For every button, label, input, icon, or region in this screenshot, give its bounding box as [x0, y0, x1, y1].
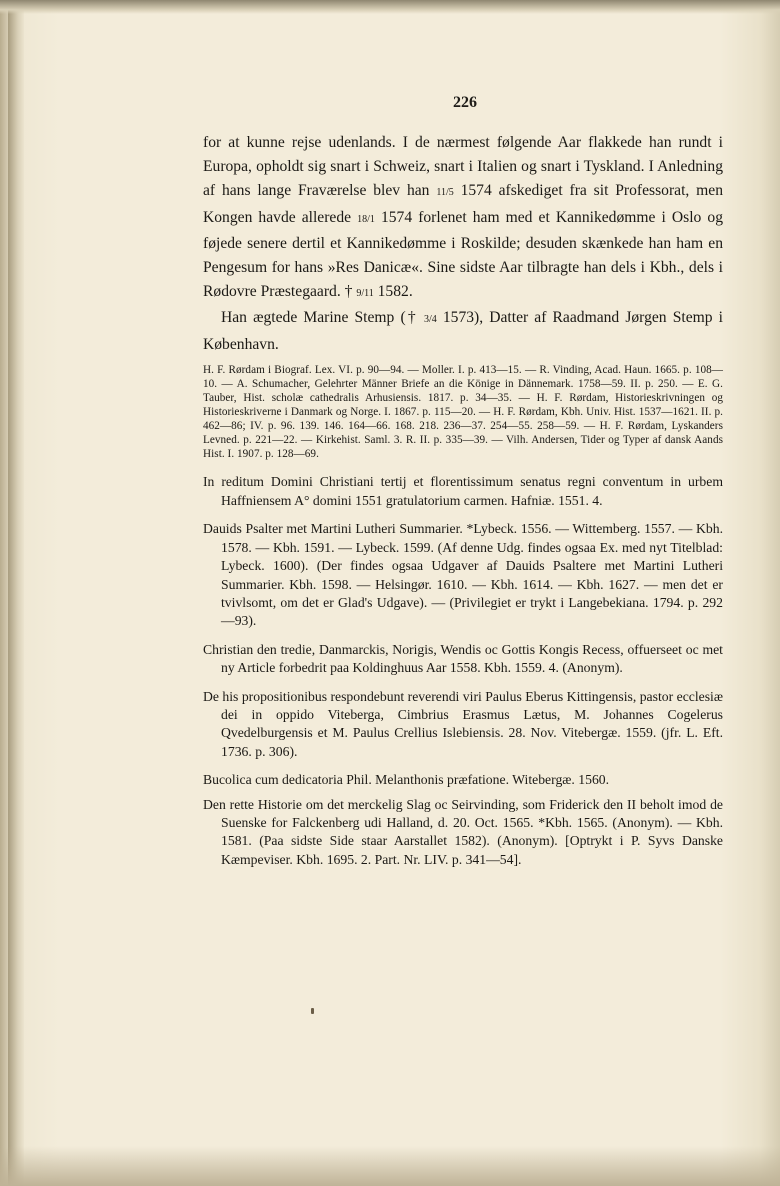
page-top-edge	[0, 0, 780, 14]
text-segment: for at kunne rejse udenlands. I de nærmest følgende Aar flakkede han rundt i Europa, opholdt sig snart i Schweiz, snart i Italien og snart i Tyskland. I Anledning af hans lange Fraværelse blev han	[203, 134, 723, 200]
text-segment: Han ægtede Marine Stemp (†	[221, 309, 424, 327]
page-number: 226	[453, 94, 477, 111]
biography-text	[203, 131, 723, 357]
page-content	[203, 131, 723, 879]
text-segment: 1573), Datter af Raadmand Jørgen Stemp i København.	[203, 309, 723, 353]
work-entry: De his propositionibus respondebunt reverendi viri Paulus Eberus Kittingensis, pastor ecclesiæ dei in oppido Viteberga, Cimbrius Erasmus Lætus, M. Johannes Cogelerus Qvedelburgensis et M. Paulus Crellius Islebiensis. 28. Nov. Vitebergæ. 1559. (jfr. L. Eft. 1736. p. 306).	[203, 688, 723, 759]
marriage-paragraph	[203, 306, 723, 356]
page-bottom-edge	[0, 1146, 780, 1186]
text-segment: 1574 forlenet ham med et Kannikedømme i Oslo og føjede senere dertil et Kannikedømme i Roskilde; desuden skænkede han ham en Pengesum for hans »Res Danicæ«. Sine sidste Aar tilbragte han dels i Kbh., dels i Rødovre Præstegaard. †	[203, 208, 723, 301]
work-entry: Den rette Historie om det merckelig Slag oc Seirvinding, som Friderick den II beholt imod de Suenske for Falckenberg udi Halland, d. 20. Oct. 1565. *Kbh. 1565. (Anonym). — Kbh. 1581. (Paa sidste Side staar Aarstallet 1582). (Anonym). [Optrykt i P. Syvs Danske Kæmpeviser. Kbh. 1695. 2. Part. Nr. LIV. p. 341—54].	[203, 796, 723, 867]
ink-speck	[311, 1008, 314, 1014]
date-fraction: 11/5	[436, 187, 454, 199]
work-entry: Bucolica cum dedicatoria Phil. Melanthonis præfatione. Witebergæ. 1560.	[203, 772, 610, 788]
references-block: H. F. Rørdam i Biograf. Lex. VI. p. 90—94. — Moller. I. p. 413—15. — R. Vinding, Acad. Haun. 1665. p. 108—10. — A. Schumacher, Gelehrter Männer Briefe an die Könige in Dännemark. 1758—59. II. p. 250. — E. G. Tauber, Hist. scholæ cathedralis Arhusiensis. 1817. p. 34—35. — H. F. Rørdam, Historieskrivningen og Historieskriverne i Danmark og Norge. I. 1867. p. 115—20. — H. F. Rørdam, Kbh. Univ. Hist. 1537—1621. II. p. 462—86; IV. p. 96. 139. 146. 164—66. 168. 218. 236—37. 254—55. 258—59. — H. F. Rørdam, Lyskanders Levned. p. 221—22. — Kirkehist. Saml. 3. R. II. p. 335—39. — Vilh. Andersen, Tider og Typer af dansk Aands Hist. I. 1907. p. 128—69.	[203, 363, 723, 461]
works-list	[203, 473, 723, 869]
biography-paragraph	[203, 131, 723, 306]
date-fraction: 9/11	[356, 288, 374, 300]
page-left-edge	[8, 0, 24, 1186]
work-entry: Christian den tredie, Danmarckis, Norigis, Wendis oc Gottis Kongis Recess, offuerseet oc met ny Article forbedrit paa Koldinghuus Aar 1558. Kbh. 1559. 4. (Anonym).	[203, 641, 723, 676]
text-segment: 1574 afskediget fra sit Professorat, men Kongen havde allerede	[203, 182, 723, 226]
date-fraction: 18/1	[357, 213, 375, 225]
work-entry: In reditum Domini Christiani tertij et florentissimum senatus regni conventum in urbem Haffniensem A° domini 1551 gratulatorium carmen. Hafniæ. 1551. 4.	[203, 474, 723, 508]
text-segment: 1582.	[373, 283, 413, 301]
work-entry: Dauids Psalter met Martini Lutheri Summarier. *Lybeck. 1556. — Wittemberg. 1557. — Kbh. 1578. — Kbh. 1591. — Lybeck. 1599. (Af denne Udg. findes ogsaa Ex. med nyt Titelblad: Lybeck. 1600). (Der findes ogsaa Udgaver af Dauids Psaltere met Martini Lutheri Summarier. Kbh. 1598. — Helsingør. 1610. — Kbh. 1614. — Kbh. 1627. — men det er tvivlsomt, om det er Glad's Udgave). — (Privilegiet er trykt i Langebekiana. 1794. p. 292—93).	[203, 521, 723, 629]
date-fraction: 3/4	[423, 314, 437, 326]
